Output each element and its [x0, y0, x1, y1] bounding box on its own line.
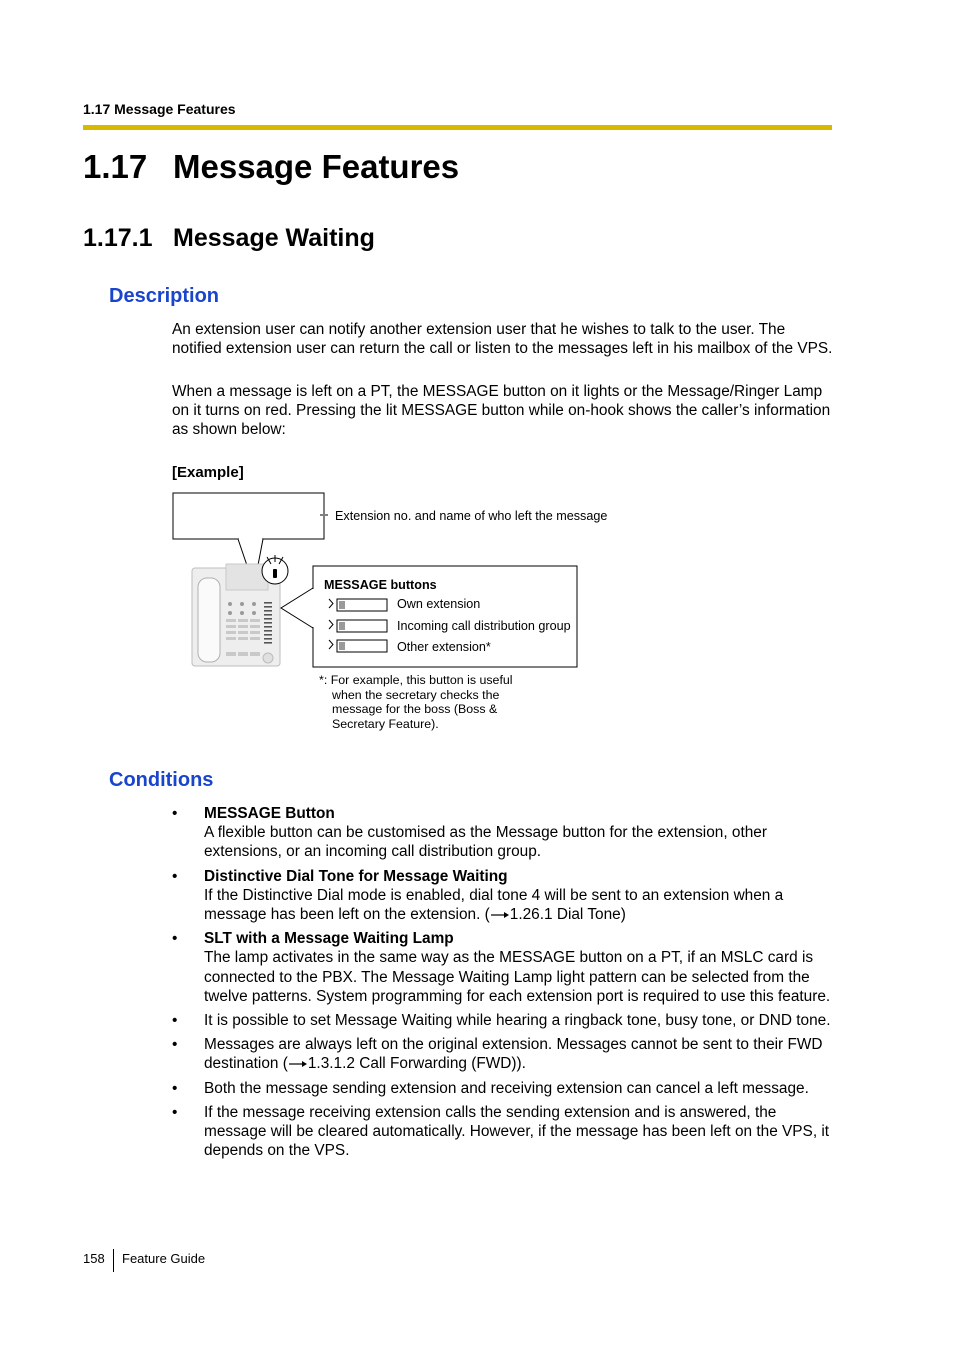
section-title-text: Message Waiting [173, 224, 375, 252]
item-title: Distinctive Dial Tone for Message Waiting [204, 867, 508, 885]
reference-arrow-icon [490, 910, 510, 920]
cross-reference-link[interactable]: 1.26.1 Dial Tone [509, 906, 621, 924]
description-heading: Description [109, 285, 220, 307]
item-text: Messages are always left on the original extension. Messages cannot be sent to their FWD destination ( [204, 1036, 823, 1073]
description-paragraph-1: An extension user can notify another extension user that he wishes to talk to the user. The notified extension user can return the call or listen to the messages left in his mailbox of the VPS. [172, 321, 833, 358]
item-text-end: ). [516, 1055, 526, 1073]
item-text: If the message receiving extension calls the sending extension and is answered, the message will be cleared automatically. However, if the message has been left on the VPS, it depends on the VPS. [204, 1103, 830, 1160]
example-footnote [319, 673, 513, 731]
bullet: • [172, 1036, 178, 1054]
item-title: MESSAGE Button [204, 805, 335, 822]
header-rule [83, 125, 832, 130]
item-text: If the Distinctive Dial mode is enabled, dial tone 4 will be sent to an extension when a message has been left on the extension. ( [204, 886, 784, 924]
running-header: 1.17 Message Features [83, 101, 236, 117]
bullet: • [172, 1079, 178, 1097]
list-item [172, 929, 837, 1006]
message-button-other [329, 640, 387, 652]
item-title: SLT with a Message Waiting Lamp [204, 930, 454, 948]
chapter-title [83, 148, 459, 186]
item-text: It is possible to set Message Waiting while hearing a ringback tone, busy tone, or DND tone. [204, 1012, 831, 1030]
list-item [172, 1035, 837, 1073]
footer-divider [113, 1249, 114, 1272]
page-number: 158 [83, 1251, 105, 1266]
footnote-line: Secretary Feature). [332, 716, 439, 731]
section-title [83, 224, 375, 253]
chapter-title-text: Message Features [173, 148, 460, 185]
reference-arrow-icon [288, 1059, 308, 1069]
item-text-end: ) [620, 906, 626, 924]
example-label: [Example] [172, 464, 244, 481]
list-item [172, 1011, 837, 1030]
bullet: • [172, 1012, 178, 1030]
cross-reference-link[interactable]: 1.3.1.2 Call Forwarding (FWD) [307, 1055, 517, 1073]
list-item [172, 1079, 837, 1098]
bullet: • [172, 930, 178, 948]
footnote-line: message for the boss (Boss & [332, 702, 498, 717]
item-text: The lamp activates in the same way as the MESSAGE button on a PT, if an MSLC card is connected to the PBX. The Message Waiting Lamp light pattern can be selected from the twelve patterns. System programming for each extension port is required to use this feature. [204, 949, 831, 1005]
bullet: • [172, 1103, 178, 1121]
item-text: Both the message sending extension and receiving extension can cancel a left message. [204, 1079, 809, 1097]
message-lamp-icon [262, 555, 288, 584]
display-callout-label: Extension no. and name of who left the message [335, 509, 608, 523]
description-paragraph-2: When a message is left on a PT, the MESSAGE button on it lights or the Message/Ringer Lamp on it turns on red. Pressing the lit MESSAGE button while on-hook shows the caller’s information as shown below: [172, 383, 831, 439]
list-item [172, 867, 837, 925]
message-button-group [329, 620, 387, 632]
list-item [172, 1103, 837, 1161]
conditions-heading: Conditions [109, 769, 214, 791]
bullet: • [172, 805, 178, 822]
message-buttons-title: MESSAGE buttons [324, 578, 437, 592]
section-number: 1.17.1 [83, 224, 153, 252]
message-button-own [329, 599, 387, 611]
item-text: A flexible button can be customised as the Message button for the extension, other extensions, or an incoming call distribution group. [204, 824, 767, 861]
list-item [172, 804, 837, 862]
footnote-line: when the secretary checks the [332, 687, 500, 702]
bullet: • [172, 867, 178, 885]
message-button-other-label: Other extension* [397, 640, 491, 654]
guide-title: Feature Guide [122, 1251, 206, 1266]
chapter-number: 1.17 [83, 148, 148, 185]
footnote-line: *: For example, this button is useful [319, 673, 513, 687]
message-button-own-label: Own extension [397, 597, 481, 611]
message-button-group-label: Incoming call distribution group [397, 619, 571, 633]
conditions-list [172, 804, 837, 1165]
message-example-diagram [170, 490, 630, 675]
